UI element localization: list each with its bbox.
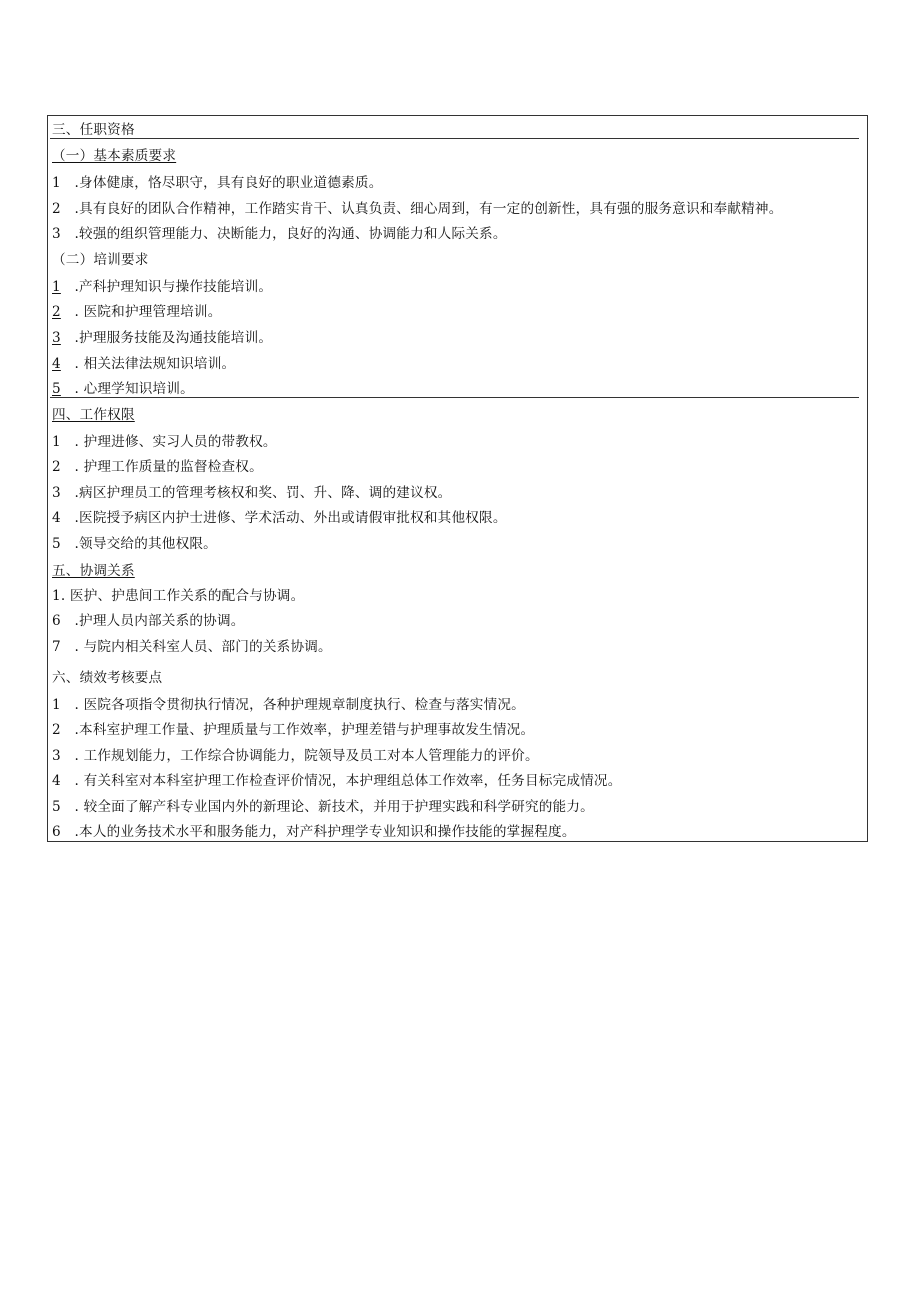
item-text: .护理服务技能及沟通技能培训。 (70, 330, 273, 346)
list-item (52, 355, 235, 373)
list-item (52, 587, 304, 605)
item-number: 1 (52, 279, 61, 295)
job-description-table (47, 115, 868, 842)
item-text: .本科室护理工作量、护理质量与工作效率，护理差错与护理事故发生情况。 (70, 722, 535, 738)
list-item (52, 329, 272, 347)
list-item (52, 535, 217, 553)
section-3-heading: 三、任职资格 (52, 122, 135, 138)
item-number: 4 (52, 510, 61, 526)
item-text: . 较全面了解产科专业国内外的新理论、新技术，并用于护理实践和科学研究的能力。 (70, 799, 594, 815)
item-number: 3 (52, 748, 61, 764)
item-number: 1. (52, 588, 66, 604)
list-item (52, 174, 383, 192)
list-item (52, 380, 194, 398)
list-item (52, 225, 507, 243)
basic-quality-subheading: （一）基本素质要求 (52, 148, 177, 164)
list-item (52, 484, 451, 502)
item-text: .本人的业务技术水平和服务能力，对产科护理学专业知识和操作技能的掌握程度。 (70, 824, 576, 840)
item-text: .病区护理员工的管理考核权和奖、罚、升、降、调的建议权。 (70, 485, 452, 501)
list-item (52, 772, 622, 790)
item-number: 4 (52, 773, 61, 789)
divider (50, 397, 859, 398)
item-text: . 与院内相关科室人员、部门的关系协调。 (70, 639, 332, 655)
item-text: .产科护理知识与操作技能培训。 (70, 279, 273, 295)
list-item (52, 721, 534, 739)
item-number: 2 (52, 201, 61, 217)
item-text: 医护、护患间工作关系的配合与协调。 (65, 588, 305, 604)
item-text: . 相关法律法规知识培训。 (70, 356, 236, 372)
item-text: .医院授予病区内护士进修、学术活动、外出或请假审批权和其他权限。 (70, 510, 507, 526)
section-4-heading: 四、工作权限 (52, 407, 135, 423)
training-subheading: （二）培训要求 (52, 252, 149, 268)
item-text: . 医院和护理管理培训。 (70, 304, 222, 320)
item-text: .护理人员内部关系的协调。 (70, 613, 245, 629)
item-text: .身体健康，恪尽职守，具有良好的职业道德素质。 (70, 175, 383, 191)
section-5-heading: 五、协调关系 (52, 563, 135, 579)
list-item (52, 433, 277, 451)
item-text: . 有关科室对本科室护理工作检查评价情况，本护理组总体工作效率，任务目标完成情况。 (70, 773, 622, 789)
list-item (52, 612, 245, 630)
item-number: 5 (52, 799, 61, 815)
item-number: 5 (52, 536, 61, 552)
item-number: 2 (52, 304, 61, 320)
item-text: . 护理工作质量的监督检查权。 (70, 459, 263, 475)
item-text: . 心理学知识培训。 (70, 381, 194, 397)
item-number: 5 (52, 381, 61, 397)
item-text: . 工作规划能力，工作综合协调能力，院领导及员工对本人管理能力的评价。 (70, 748, 539, 764)
list-item (52, 200, 783, 218)
item-number: 3 (52, 485, 61, 501)
item-number: 2 (52, 722, 61, 738)
list-item (52, 638, 332, 656)
list-item (52, 823, 576, 841)
list-item (52, 303, 222, 321)
item-number: 6 (52, 824, 61, 840)
list-item (52, 458, 263, 476)
item-number: 1 (52, 697, 61, 713)
item-number: 7 (52, 639, 61, 655)
list-item (52, 747, 539, 765)
item-text: .领导交给的其他权限。 (70, 536, 217, 552)
list-item (52, 798, 594, 816)
item-number: 3 (52, 226, 61, 242)
item-number: 4 (52, 356, 61, 372)
item-text: . 医院各项指令贯彻执行情况，各种护理规章制度执行、检查与落实情况。 (70, 697, 525, 713)
section-6-heading: 六、绩效考核要点 (52, 670, 163, 686)
divider (50, 138, 859, 139)
item-number: 6 (52, 613, 61, 629)
item-number: 1 (52, 175, 61, 191)
item-text: .具有良好的团队合作精神，工作踏实肯干、认真负责、细心周到，有一定的创新性，具有强的服务意识和奉献精神。 (70, 201, 783, 217)
list-item (52, 278, 272, 296)
item-text: .较强的组织管理能力、决断能力，良好的沟通、协调能力和人际关系。 (70, 226, 507, 242)
list-item (52, 696, 525, 714)
item-text: . 护理进修、实习人员的带教权。 (70, 434, 277, 450)
item-number: 3 (52, 330, 61, 346)
item-number: 1 (52, 434, 61, 450)
item-number: 2 (52, 459, 61, 475)
list-item (52, 509, 507, 527)
